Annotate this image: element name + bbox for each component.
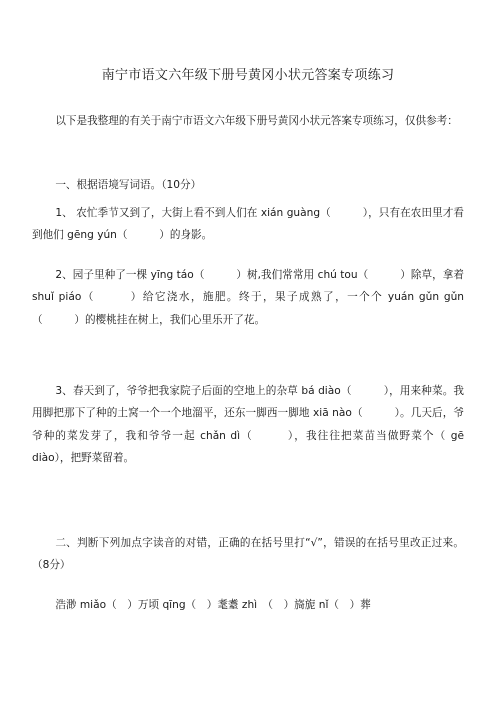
intro-paragraph: 以下是我整理的有关于南宁市语文六年级下册号黄冈小状元答案专项练习，仅供参考： xyxy=(55,115,458,127)
section-2-heading: 二、判断下列加点字读音的对错，正确的在括号里打“√”，错误的在括号里改正过来。（8分） xyxy=(32,537,464,572)
question-4: 浩渺 miǎo（ ）万顷 qīng（ ）耄耋 zhì （ ）旖旎 nǐ（ ）葬 xyxy=(55,599,371,611)
section-1-heading: 一、根据语境写词语。（10分） xyxy=(55,179,202,191)
question-3: 3、春天到了，爷爷把我家院子后面的空地上的杂草 bá diào（ ），用来种菜。我用脚把那下了种的土窝一个一个地溜平，还东一脚西一脚地 xiā nào（ ）。几天后，爷爷种的菜发芽了，我和爷爷一起 chǎn dì（ ），我往往把菜苗当做野菜个（ gē diào），把野菜留着。 xyxy=(32,385,464,465)
question-2: 2、园子里种了一棵 yīng táo（ ）树,我们常常用 chú tou（ ）除草，拿着 shuǐ piáo（ ）给它浇水，施肥。终于，果子成熟了，一个个 yuán gǔn gǔn（ ）的樱桃挂在树上，我们心里乐开了花。 xyxy=(32,269,464,326)
question-1: 1、 农忙季节又到了，大街上看不到人们在 xián guàng（ ），只有在农田里才看到他们 gēng yún（ ）的身影。 xyxy=(32,207,464,242)
document-title: 南宁市语文六年级下册号黄冈小状元答案专项练习 xyxy=(101,68,395,83)
